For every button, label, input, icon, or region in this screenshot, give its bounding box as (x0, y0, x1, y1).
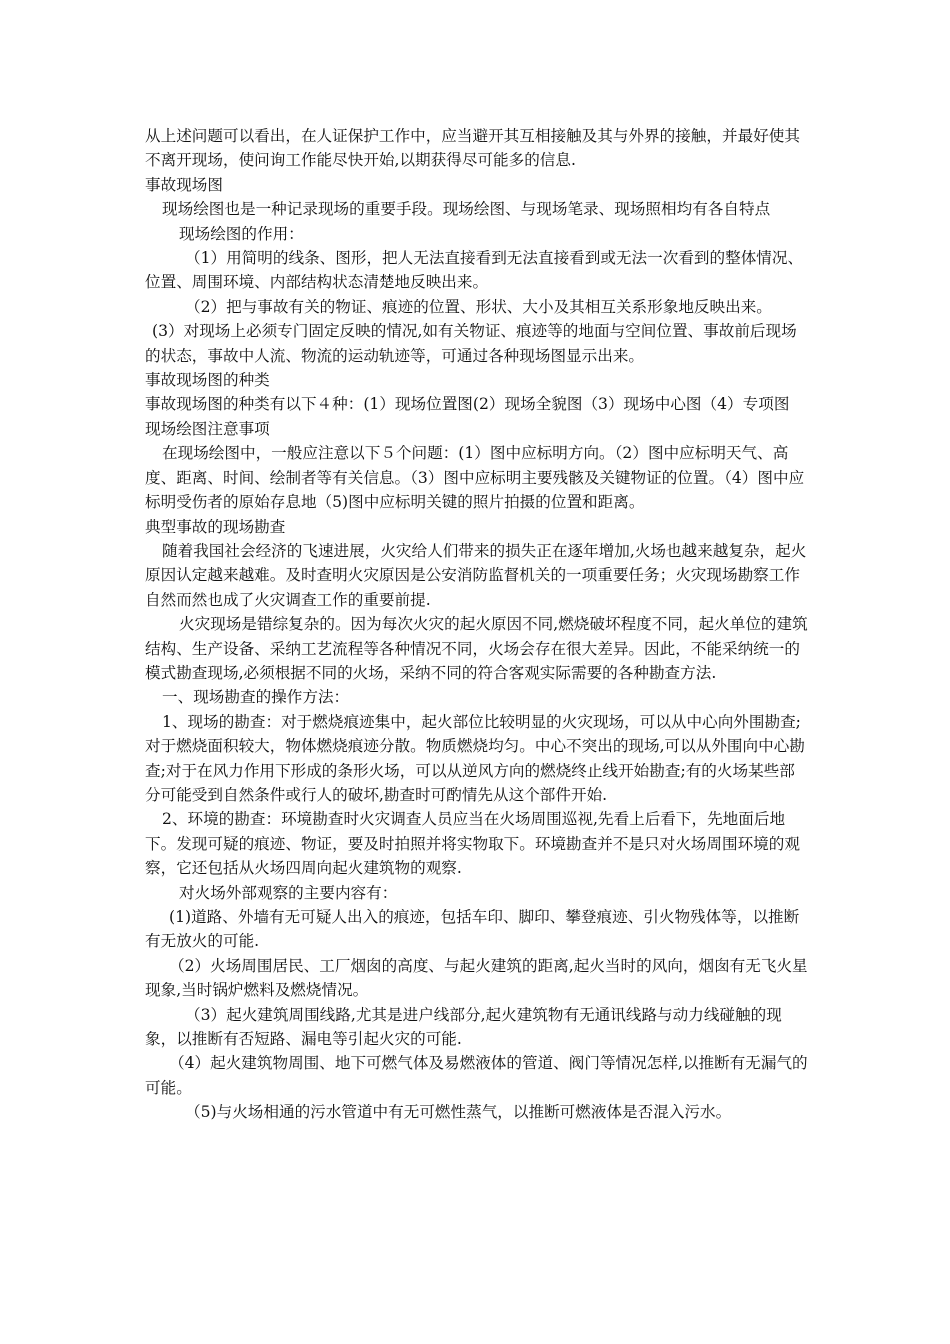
document-body (145, 124, 810, 1125)
paragraph-intro: 从上述问题可以看出，在人证保护工作中，应当避开其互相接触及其与外界的接触，并最好使其不离开现场，使问询工作能尽快开始,以期获得尽可能多的信息. (145, 127, 800, 170)
paragraph-diagram-types: 事故现场图的种类有以下４种：(1）现场位置图(2）现场全貌图（3）现场中心图（4）专项图 (145, 395, 790, 414)
heading-typical-survey: 典型事故的现场勘查 (145, 517, 286, 536)
list-item-observation-2: （2）火场周围居民、工厂烟囱的高度、与起火建筑的距离,起火当时的风向，烟囱有无飞火星现象,当时锅炉燃料及燃烧情况。 (145, 956, 808, 1000)
list-item-role-2: （2）把与事故有关的物证、痕迹的位置、形状、大小及其相互关系形象地反映出来。 (185, 297, 772, 316)
paragraph-drawing-notes: 在现场绘图中，一般应注意以下５个问题：(1）图中应标明方向。（2）图中应标明天气、高度、距离、时间、绘制者等有关信息。（3）图中应标明主要残骸及关键物证的位置。（4）图中应标明受伤者的原始存息地（5)图中应标明关键的照片拍摄的位置和距离。 (145, 444, 805, 512)
list-item-observation-5: （5)与火场相通的污水管道中有无可燃性蒸气，以推断可燃液体是否混入污水。 (185, 1103, 732, 1122)
paragraph-drawing-means: 现场绘图也是一种记录现场的重要手段。现场绘图、与现场笔录、现场照相均有各自特点 (162, 200, 771, 219)
heading-accident-scene-diagram: 事故现场图 (145, 175, 223, 194)
list-item-scene-survey: 1、现场的勘查：对于燃烧痕迹集中，起火部位比较明显的火灾现场，可以从中心向外围勘查;对于燃烧面积较大，物体燃烧痕迹分散。物质燃烧均匀。中心不突出的现场,可以从外围向中心勘查;对于在风力作用下形成的条形火场，可以从逆风方向的燃烧终止线开始勘查;有的火场某些部分可能受到自然条件或行人的破坏,勘查时可酌情先从这个部件开始. (145, 712, 805, 804)
paragraph-fire-losses: 随着我国社会经济的飞速进展，火灾给人们带来的损失正在逐年增加,火场也越来越复杂，起火原因认定越来越难。及时查明火灾原因是公安消防监督机关的一项重要任务；火灾现场勘察工作自然而然也成了火灾调查工作的重要前提. (145, 541, 807, 609)
heading-diagram-types: 事故现场图的种类 (145, 371, 270, 390)
heading-survey-methods: 一、现场勘查的操作方法： (162, 688, 350, 707)
paragraph-external-observation: 对火场外部观察的主要内容有： (179, 883, 398, 902)
list-item-observation-1: (1)道路、外墙有无可疑人出入的痕迹，包括车印、脚印、攀登痕迹、引火物残体等，以推断有无放火的可能. (145, 908, 800, 951)
list-item-observation-4: （4）起火建筑物周围、地下可燃气体及易燃液体的管道、阀门等情况怎样,以推断有无漏气的可能。 (145, 1054, 808, 1097)
list-item-role-1: （1）用简明的线条、图形，把人无法直接看到无法直接看到或无法一次看到的整体情况、位置、周围环境、内部结构状态清楚地反映出来。 (145, 249, 804, 292)
heading-drawing-notes: 现场绘图注意事项 (145, 419, 270, 438)
list-item-environment-survey: 2、环境的勘查：环境勘查时火灾调查人员应当在火场周围巡视,先看上后看下，先地面后地下。发现可疑的痕迹、物证，要及时拍照并将实物取下。环境勘查并不是只对火场周围环境的观察，它还包括从火场四周向起火建筑物的观察. (145, 810, 800, 878)
paragraph-fire-scene-complex: 火灾现场是错综复杂的。因为每次火灾的起火原因不同,燃烧破坏程度不同，起火单位的建筑结构、生产设备、采纳工艺流程等各种情况不同，火场会存在很大差异。因此，不能采纳统一的模式勘查现场,必须根据不同的火场，采纳不同的符合客观实际需要的各种勘查方法. (145, 615, 808, 682)
paragraph-drawing-role: 现场绘图的作用： (179, 224, 304, 243)
list-item-role-3: (3）对现场上必须专门固定反映的情况,如有关物证、痕迹等的地面与空间位置、事故前后现场的状态，事故中人流、物流的运动轨迹等，可通过各种现场图显示出来。 (145, 322, 797, 365)
list-item-observation-3: （3）起火建筑周围线路,尤其是进户线部分,起火建筑物有无通讯线路与动力线碰触的现象，以推断有否短路、漏电等引起火灾的可能. (145, 1005, 782, 1049)
